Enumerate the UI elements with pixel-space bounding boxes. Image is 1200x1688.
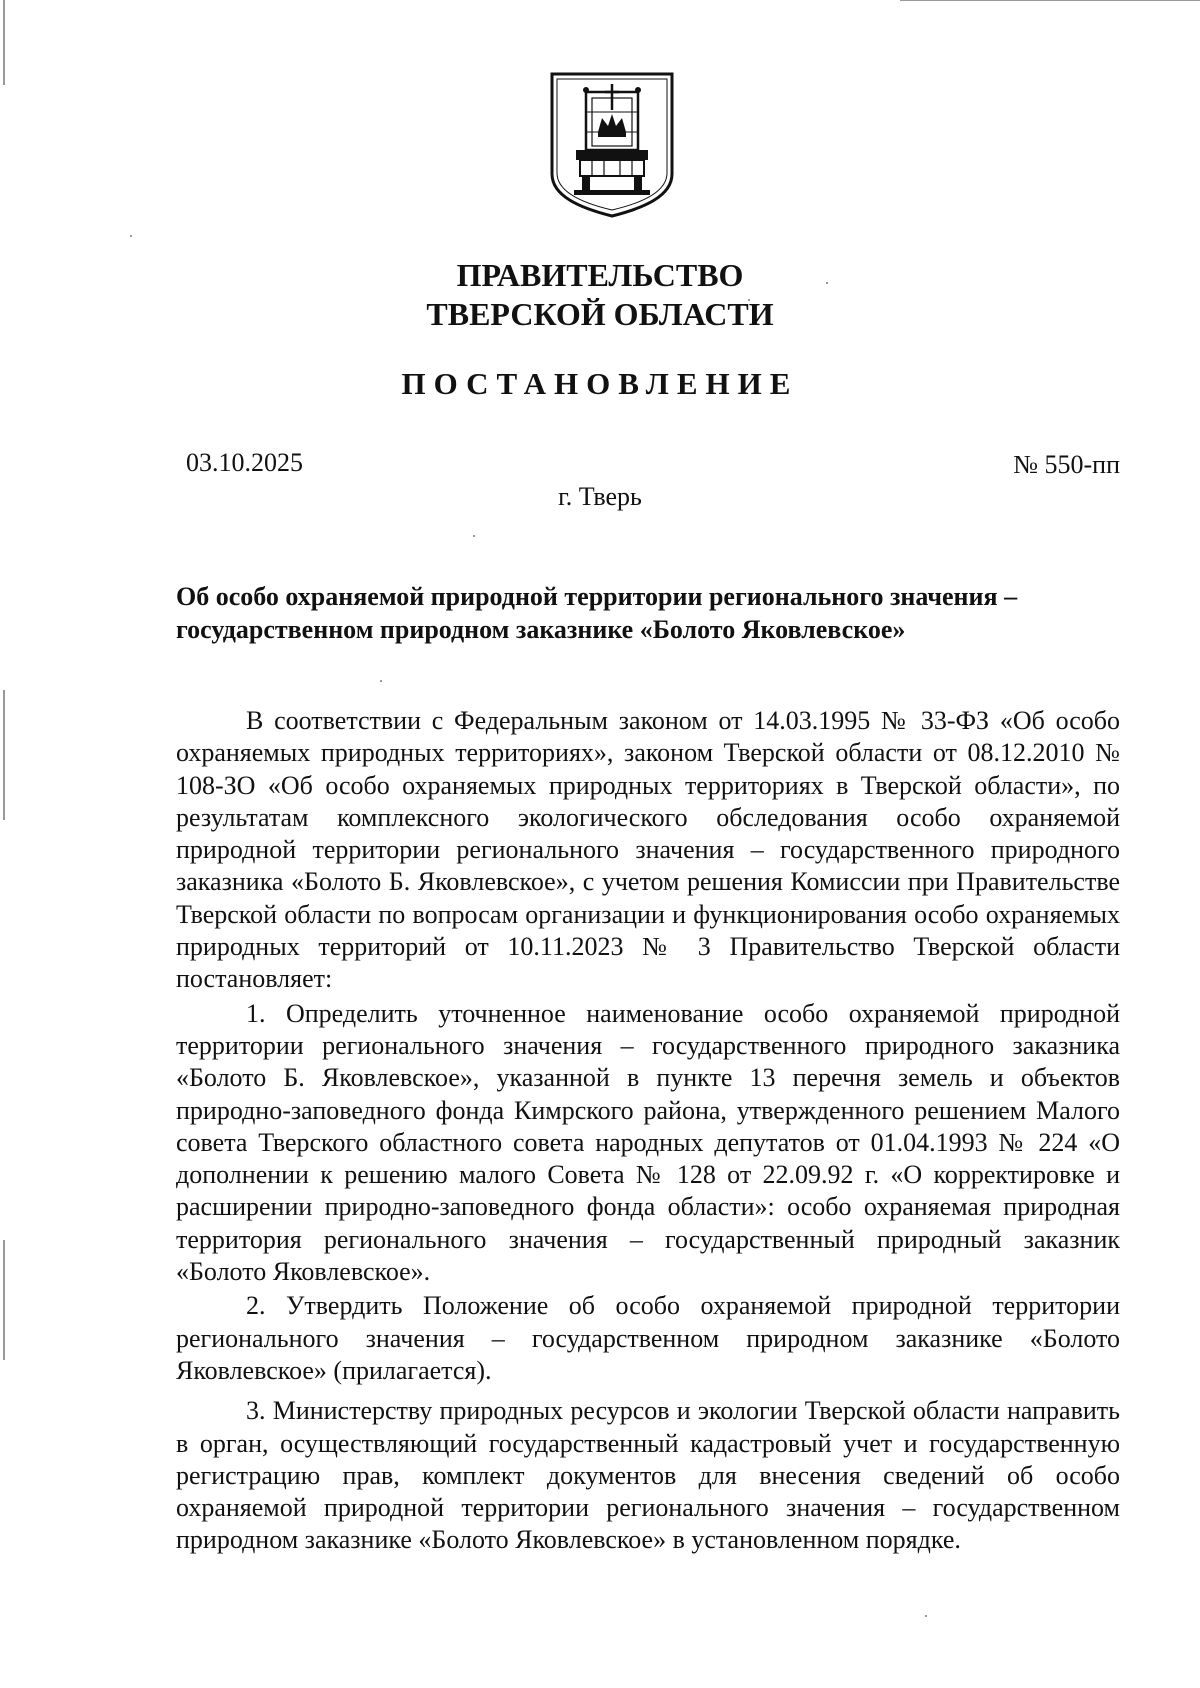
scan-edge-line <box>3 690 5 820</box>
scan-speck <box>473 535 475 537</box>
government-title-line1: ПРАВИТЕЛЬСТВО <box>456 257 744 293</box>
document-date: 03.10.2025 <box>186 448 303 477</box>
subject-line2: государственном природном заказнике «Болото Яковлевское» <box>176 615 906 644</box>
scan-edge-line <box>900 0 1200 1</box>
scan-edge-line <box>3 1240 5 1360</box>
scan-edge-line <box>3 0 5 85</box>
subject-line1: Об особо охраняемой природной территории регионального значения – <box>176 582 1018 611</box>
item-3-paragraph: 3. Министерству природных ресурсов и экологии Тверской области направить в орган, осуществляющий государственный кадастровый учет и государственную регистрацию прав, комплект документов для внесения сведений об особо охраняемой природной территории регионального значения – государственном природном заказнике «Болото Яковлевское» в установленном порядке. <box>176 1396 1120 1555</box>
scan-speck <box>925 1615 927 1617</box>
document-subject <box>176 580 1120 646</box>
document-body <box>176 705 1120 1559</box>
document-city: г. Тверь <box>558 482 642 511</box>
document-type: ПОСТАНОВЛЕНИЕ <box>401 366 799 401</box>
preamble-paragraph: В соответствии с Федеральным законом от 14.03.1995 № 33-ФЗ «Об особо охраняемых природных территориях», законом Тверской области от 08.12.2010 № 108-ЗО «Об особо охраняемых природных территориях в Тверской области», по результатам комплексного экологического обследования особо охраняемой природной территории регионального значения – государственного природного заказника «Болото Б. Яковлевское», с учетом решения Комиссии при Правительстве Тверской области по вопросам организации и функционирования особо охраняемых природных территорий от 10.11.2023 № 3 Правительство Тверской области постановляет: <box>176 706 1120 994</box>
government-title-line2: ТВЕРСКОЙ ОБЛАСТИ <box>426 296 774 332</box>
item-1-paragraph: 1. Определить уточненное наименование особо охраняемой природной территории регионального значения – государственного природного заказника «Болото Б. Яковлевское», указанной в пункте 13 перечня земель и объектов природно-заповедного фонда Кимрского района, утвержденного решением Малого совета Тверского областного совета народных депутатов от 01.04.1993 № 224 «О дополнении к решению малого Совета № 128 от 22.09.92 г. «О корректировке и расширении природно-заповедного фонда области»: особо охраняемая природная территория регионального значения – государственный природный заказник «Болото Яковлевское». <box>176 998 1120 1287</box>
scan-speck <box>380 680 382 682</box>
scan-speck <box>130 235 132 237</box>
item-2-paragraph: 2. Утвердить Положение об особо охраняемой природной территории регионального значения – государственном природном заказнике «Болото Яковлевское» (прилагается). <box>176 1291 1120 1385</box>
government-title <box>0 256 1200 334</box>
document-number: № 550-пп <box>1013 450 1120 479</box>
tver-coat-of-arms-icon <box>548 70 676 220</box>
